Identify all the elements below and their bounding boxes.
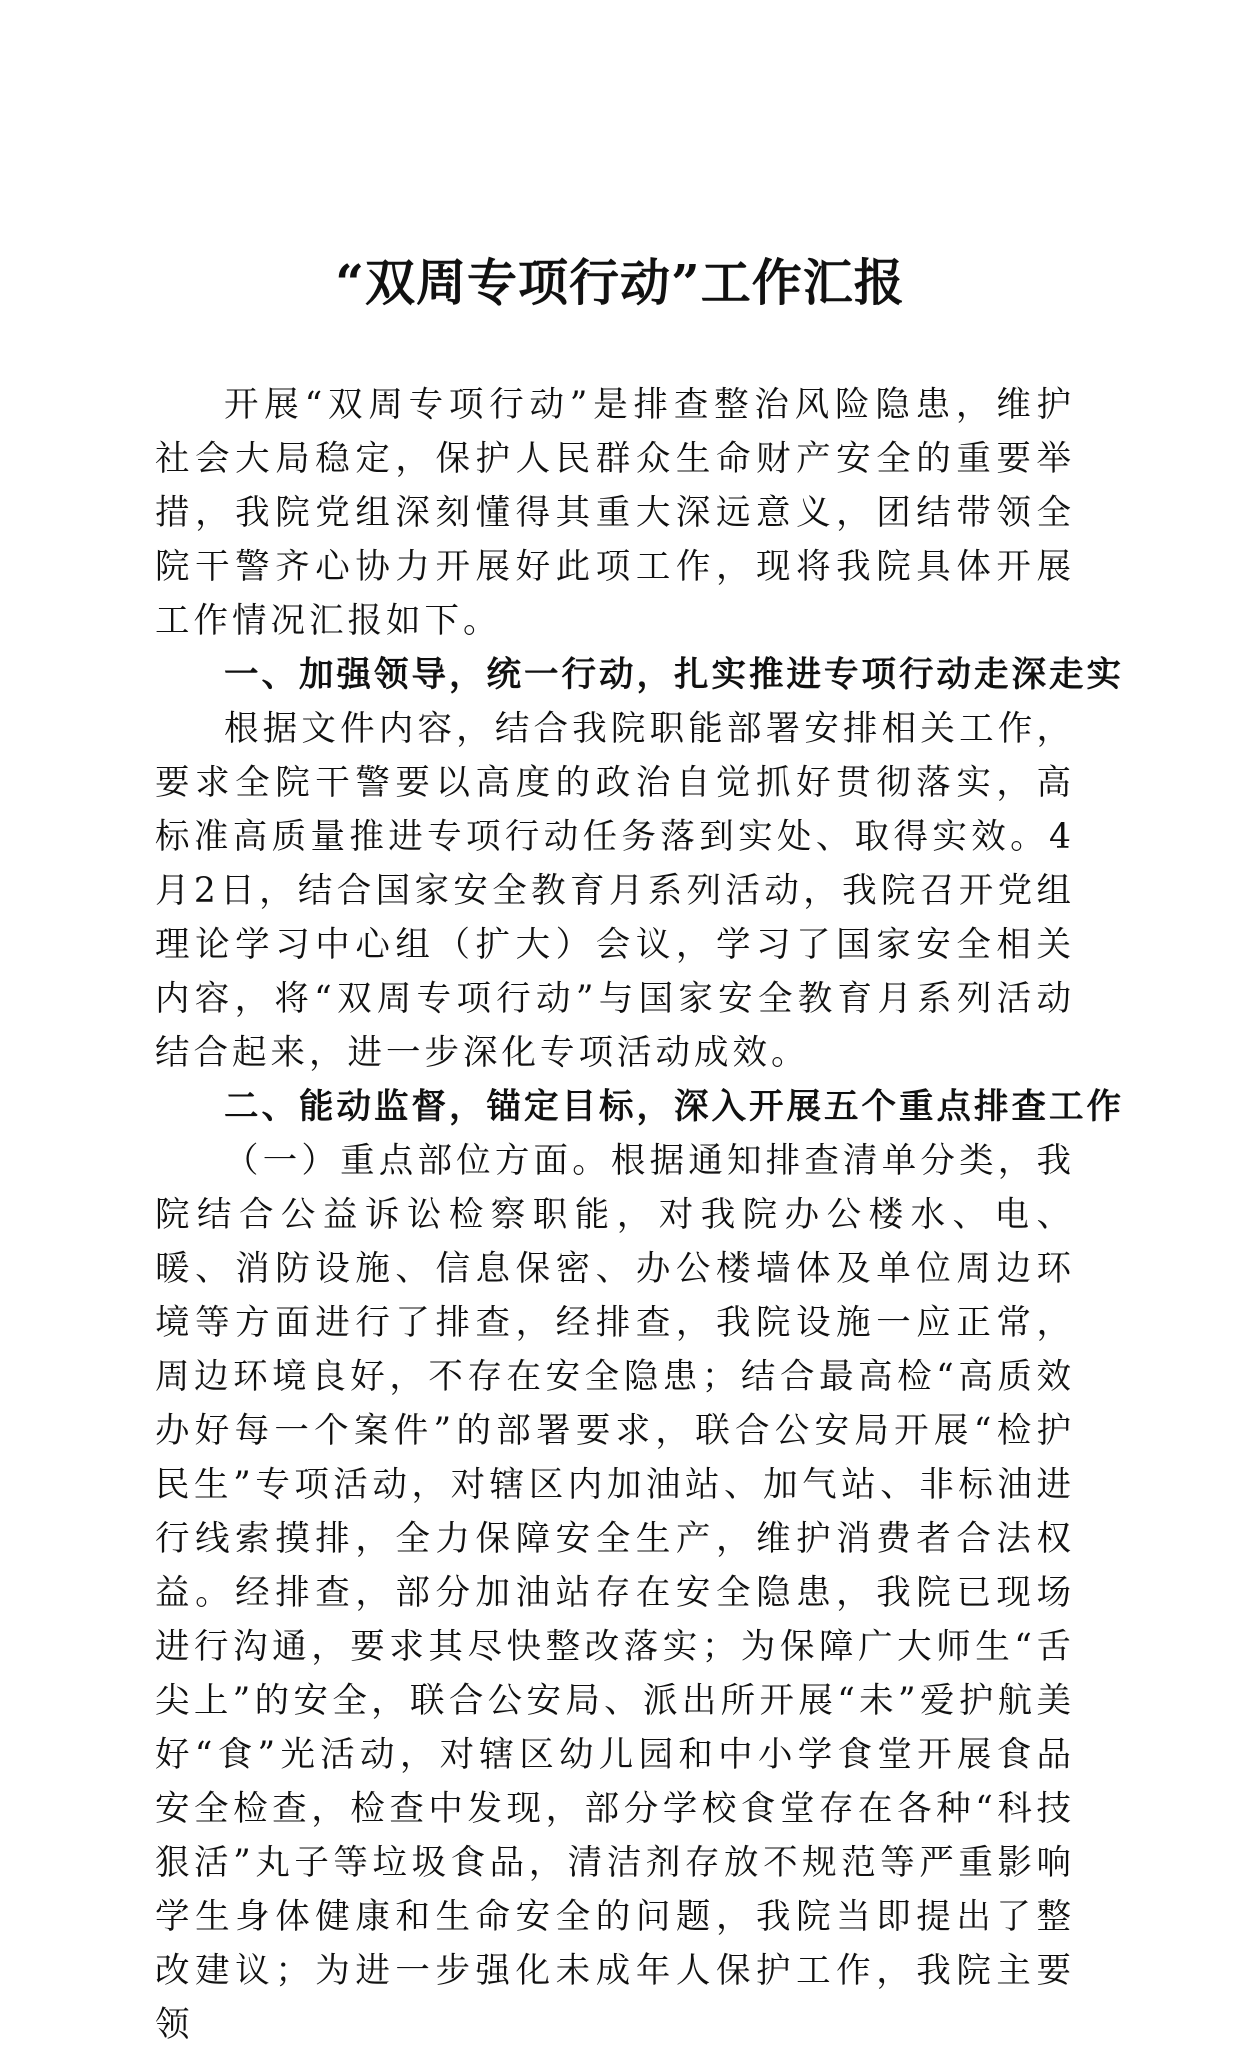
- document-title: “双周专项行动”工作汇报: [335, 253, 905, 312]
- intro-paragraph: 开展“双周专项行动”是排查整治风险隐患，维护社会大局稳定，保护人民群众生命财产安全的重要举措，我院党组深刻懂得其重大深远意义，团结带领全院干警齐心协力开展好此项工作，现将我院具体开展工作情况汇报如下。: [155, 385, 1075, 641]
- section-paragraph-1: 根据文件内容，结合我院职能部署安排相关工作，要求全院干警要以高度的政治自觉抓好贯彻落实，高标准高质量推进专项行动任务落到实处、取得实效。4月2日，结合国家安全教育月系列活动，我院召开党组理论学习中心组（扩大）会议，学习了国家安全相关内容，将“双周专项行动”与国家安全教育月系列活动结合起来，进一步深化专项活动成效。: [155, 709, 1075, 1073]
- section-heading-1: 一、加强领导，统一行动，扎实推进专项行动走深走实: [224, 655, 1124, 695]
- section-paragraph-2: （一）重点部位方面。根据通知排查清单分类，我院结合公益诉讼检察职能，对我院办公楼水、电、暖、消防设施、信息保密、办公楼墙体及单位周边环境等方面进行了排查，经排查，我院设施一应正常，周边环境良好，不存在安全隐患；结合最高检“高质效办好每一个案件”的部署要求，联合公安局开展“检护民生”专项活动，对辖区内加油站、加气站、非标油进行线索摸排，全力保障安全生产，维护消费者合法权益。经排查，部分加油站存在安全隐患，我院已现场进行沟通，要求其尽快整改落实；为保障广大师生“舌尖上”的安全，联合公安局、派出所开展“未”爱护航美好“食”光活动，对辖区幼儿园和中小学食堂开展食品安全检查，检查中发现，部分学校食堂存在各种“科技狠活”丸子等垃圾食品，清洁剂存放不规范等严重影响学生身体健康和生命安全的问题，我院当即提出了整改建议；为进一步强化未成年人保护工作，我院主要领: [155, 1141, 1075, 2045]
- document-body: [155, 378, 1124, 2052]
- section-heading-2: 二、能动监督，锚定目标，深入开展五个重点排查工作: [224, 1087, 1124, 1127]
